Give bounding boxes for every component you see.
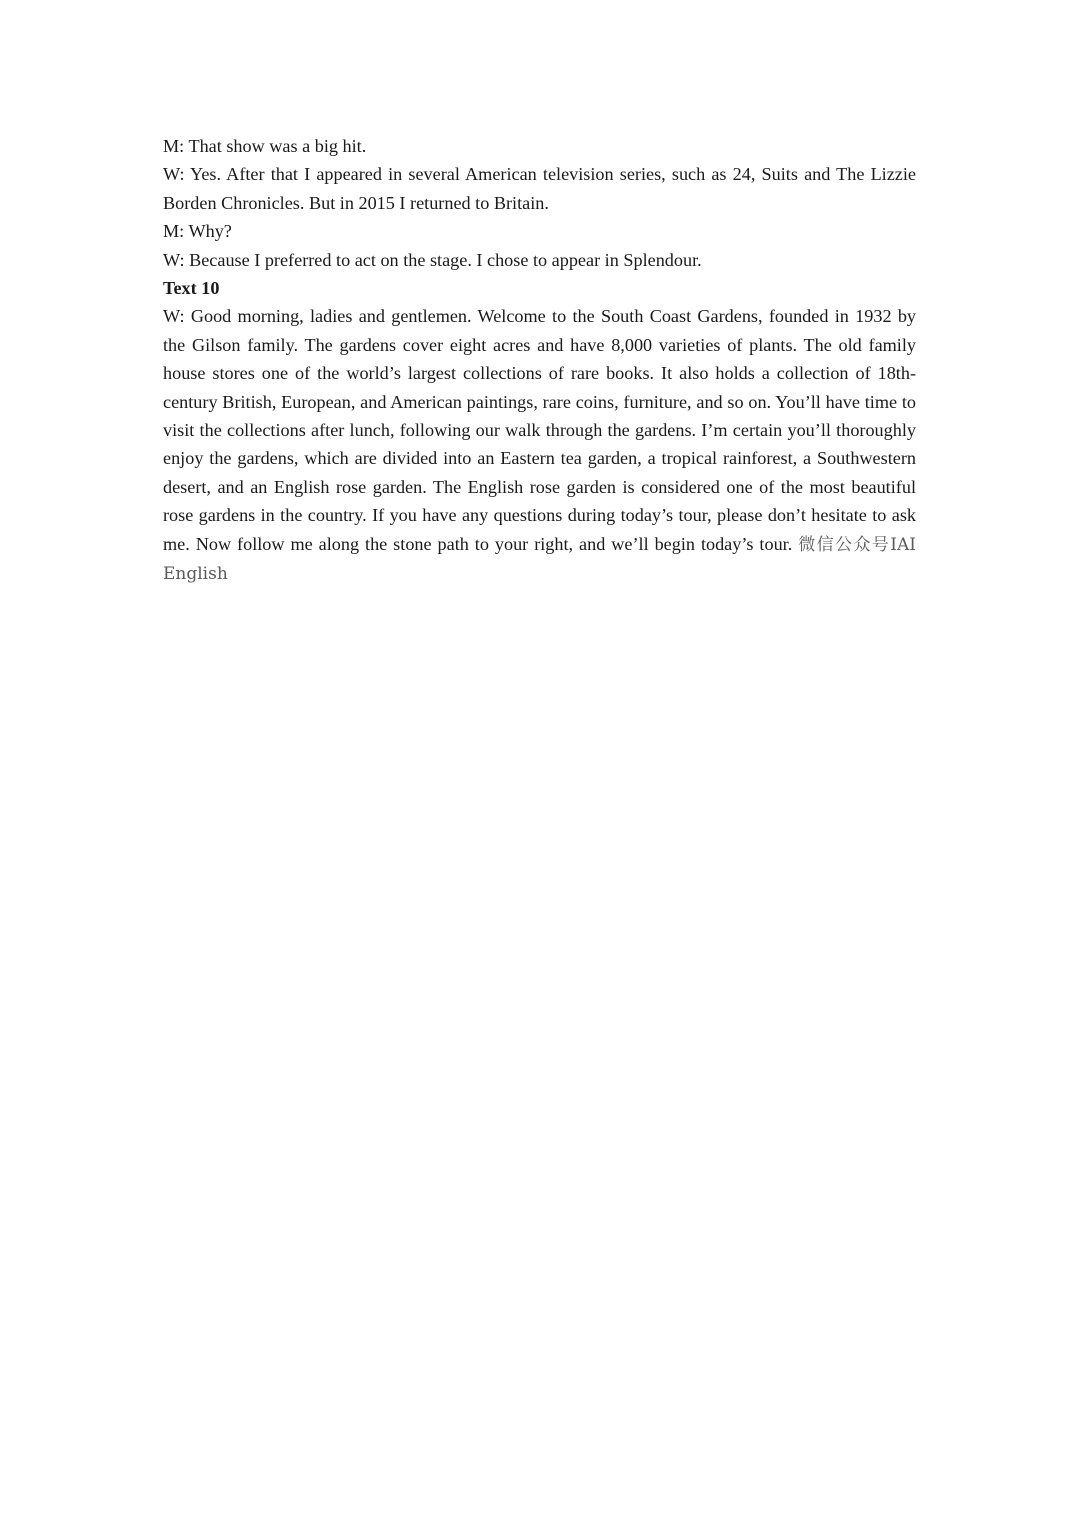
dialogue-line — [163, 246, 916, 274]
dialogue-text: Why? — [188, 221, 232, 242]
dialogue-text: Yes. After that I appeared in several American television series, such as 24, Suits and The Lizzie Borden Chronicles. But in 2015 I returned to Britain. — [163, 164, 917, 213]
section-heading: Text 10 — [163, 278, 220, 299]
document-page — [163, 132, 916, 589]
speaker-label: W: — [163, 249, 185, 270]
dialogue-line — [163, 132, 916, 160]
speaker-label: M: — [163, 136, 185, 156]
watermark-text: 微信公众号IAI English — [163, 534, 916, 585]
dialogue-line — [163, 217, 916, 245]
speaker-label: W: — [163, 306, 185, 327]
section-paragraph — [163, 302, 916, 588]
dialogue-line — [163, 160, 916, 217]
speaker-label: M: — [163, 221, 185, 242]
speaker-label: W: — [163, 164, 185, 185]
paragraph-text: Good morning, ladies and gentlemen. Welcome to the South Coast Gardens, founded in 1932 by the Gilson family. The gardens cover eight acres and have 8,000 varieties of plants. The old family house stores one of the world’s largest collections of rare books. It also holds a collection of 18th-century British, European, and American paintings, rare coins, furniture, and so on. You’ll have time to visit the collections after lunch, following our walk through the gardens. I’m certain you’ll thoroughly enjoy the gardens, which are divided into an Eastern tea garden, a tropical rainforest, a Southwestern desert, and an English rose garden. The English rose garden is considered one of the most beautiful rose gardens in the country. If you have any questions during today’s tour, please don’t hesitate to ask me. Now follow me along the stone path to your right, and we’ll begin today’s tour. — [163, 306, 917, 554]
dialogue-text: Because I preferred to act on the stage. I chose to appear in Splendour. — [189, 249, 702, 270]
dialogue-text: That show was a big hit. — [188, 136, 367, 156]
